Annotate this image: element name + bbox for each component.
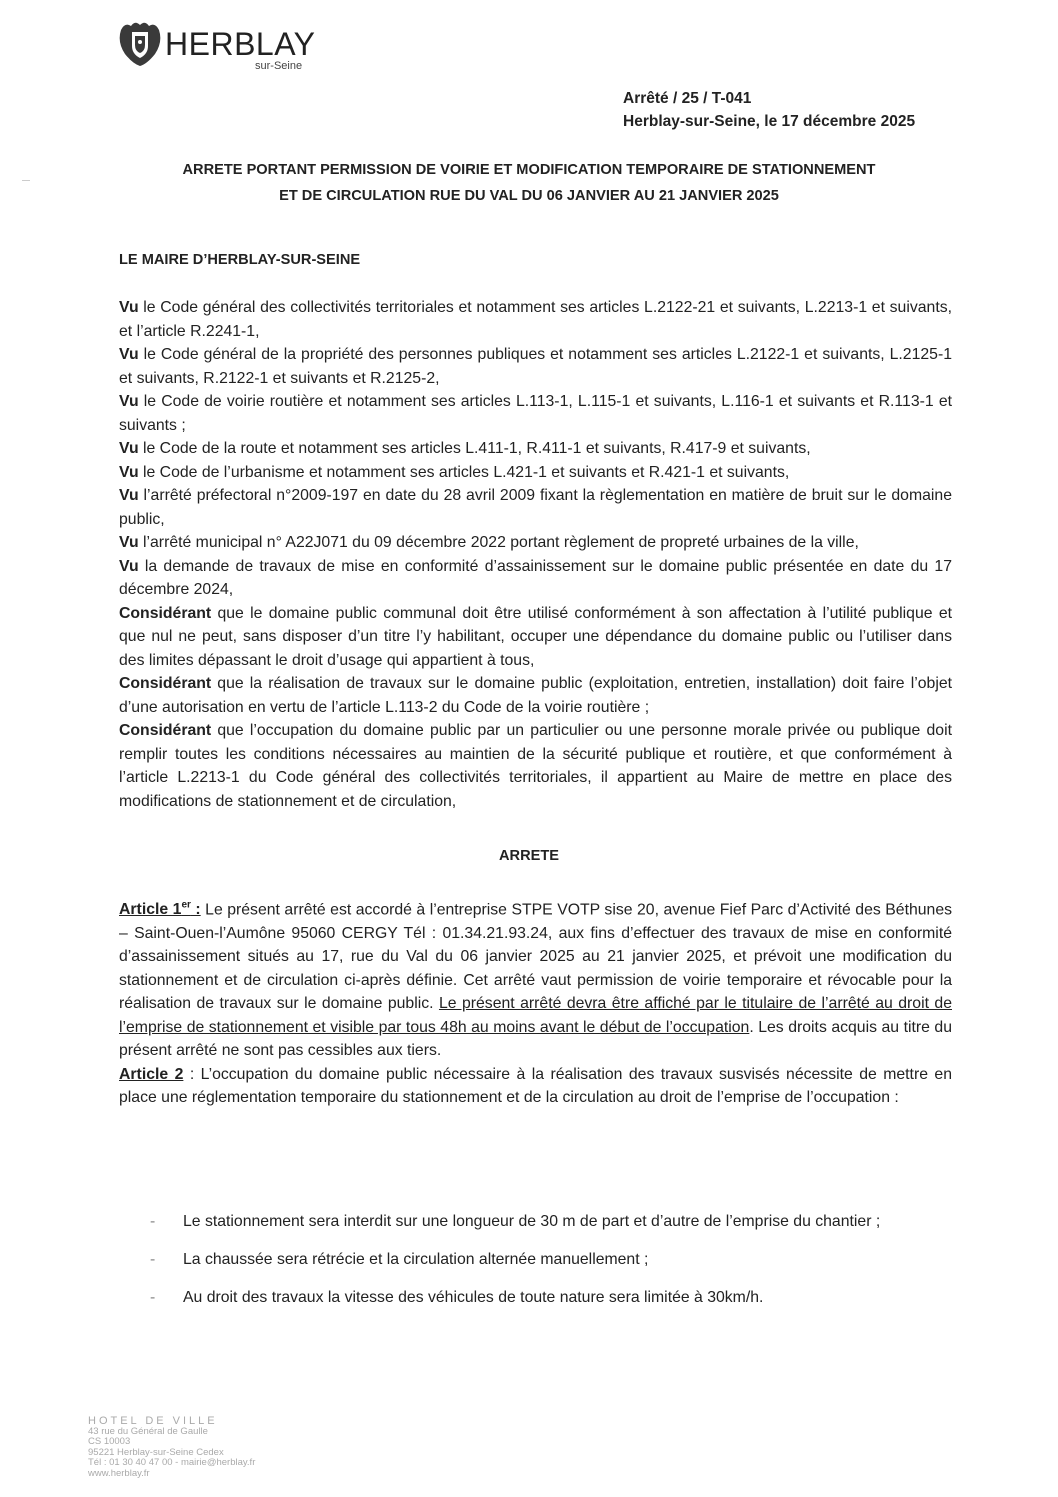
visa-paragraph — [119, 555, 952, 602]
visa-lead: Vu — [119, 440, 139, 457]
article-1-label: Article 1er : — [119, 900, 201, 919]
considerant-text: que la réalisation de travaux sur le domaine public (exploitation, entretien, installation) doit faire l’objet d’une autorisation en vertu de l’article L.113-2 du Code de la voirie routière ; — [119, 675, 952, 716]
maire-heading: LE MAIRE D’HERBLAY-SUR-SEINE — [119, 252, 361, 268]
article-2-text: : L’occupation du domaine public nécessaire à la réalisation des travaux susvisés nécessite de mettre en place une réglementation temporaire du stationnement et de la circulation au droit de l’emprise de l’occupation : — [119, 1065, 952, 1107]
visa-paragraph — [119, 461, 952, 485]
considerant-paragraph — [119, 672, 952, 719]
arrete-number: Arrêté / 25 / T-041 — [623, 90, 752, 107]
footer-street: 43 rue du Général de Gaulle — [88, 1425, 208, 1437]
scan-mark — [22, 180, 30, 181]
visa-text: le Code de voirie routière et notamment ses articles L.113-1, L.115-1 et suivants, L.116-1 et suivants et R.113-1 et suivants ; — [119, 393, 952, 434]
visa-text: le Code général de la propriété des personnes publiques et notamment ses articles L.2122-1 et suivants, L.2125-1 et suivants, R.2122-1 et suivants et R.2125-2, — [119, 346, 952, 387]
considerant-lead: Considérant — [119, 675, 212, 692]
visa-paragraph — [119, 296, 952, 343]
articles-section — [119, 894, 952, 1110]
document-title — [100, 157, 958, 209]
article-1 — [119, 894, 952, 1063]
bullet-marker: - — [150, 1251, 156, 1268]
city-logo — [115, 20, 355, 76]
considerant-paragraph — [119, 719, 952, 813]
list-item-text: Le stationnement sera interdit sur une longueur de 30 m de part et d’autre de l’emprise du chantier ; — [183, 1213, 881, 1230]
title-line-2: ET DE CIRCULATION RUE DU VAL DU 06 JANVIER AU 21 JANVIER 2025 — [279, 188, 779, 204]
list-item — [119, 1279, 952, 1317]
visa-lead: Vu — [119, 393, 139, 410]
visa-paragraph — [119, 437, 952, 461]
visa-lead: Vu — [119, 299, 139, 316]
footer-cs: CS 10003 — [88, 1436, 131, 1447]
list-item — [119, 1241, 952, 1279]
considerant-lead: Considérant — [119, 604, 212, 622]
visa-text: l’arrêté municipal n° A22J071 du 09 décembre 2022 portant règlement de propreté urbaines de la ville, — [138, 534, 859, 551]
footer-city: 95221 Herblay-sur-Seine Cedex — [88, 1446, 224, 1458]
article-1-text: Le présent arrêté est accordé à l’entreprise STPE VOTP sise 20, avenue Fief Parc d’Activité des Béthunes – Saint-Ouen-l’Aumône 95060 CERGY Tél : 01.34.21.93.24, aux fins d’effectuer des travaux de mise en conformité d’assainissement situés au 17, rue du Val du 06 janvier 2025 au 21 janvier 2025, et prévoit une modification du stationnement et de circulation ci-après définie. Cet arrêté vaut permission de voirie temporaire et révocable pour la réalisation de travaux sur le domaine public. — [119, 901, 952, 1013]
bullet-marker: - — [150, 1213, 156, 1230]
visa-lead: Vu — [119, 346, 139, 363]
reference-block — [623, 87, 915, 133]
visa-lead: Vu — [119, 557, 139, 575]
visa-text: l’arrêté préfectoral n°2009-197 en date du 28 avril 2009 fixant la règlementation en matière de bruit sur le domaine public, — [119, 487, 952, 528]
list-item — [119, 1203, 952, 1241]
footer-website: www.herblay.fr — [88, 1467, 150, 1479]
visa-paragraph — [119, 343, 952, 390]
place-date: Herblay-sur-Seine, le 17 décembre 2025 — [623, 113, 916, 130]
visas-section — [119, 296, 952, 813]
visa-text: le Code de l’urbanisme et notamment ses articles L.421-1 et suivants et R.421-1 et suivants, — [138, 463, 790, 481]
visa-text: le Code de la route et notamment ses articles L.411-1, R.411-1 et suivants, R.417-9 et suivants, — [138, 440, 811, 457]
coat-of-arms-icon — [115, 20, 165, 68]
article-2 — [119, 1063, 952, 1110]
visa-text: le Code général des collectivités territoriales et notamment ses articles L.2122-21 et suivants, L.2213-1 et suivants, et l’article R.2241-1, — [119, 299, 952, 340]
article-1-notice: Le présent arrêté devra être affiché par le titulaire de l’arrêté au droit de l’emprise de stationnement et visible par tous 48h au moins avant le début de l’occupation — [119, 995, 952, 1036]
considerant-text: que le domaine public communal doit être utilisé conformément à son affectation à l’utilité publique et que nul ne peut, sans disposer d’un titre l’y habilitant, occuper une dépendance du domaine public ou l’utiliser dans des limites dépassant le droit d’usage qui appartient à tous, — [119, 604, 952, 669]
visa-text: la demande de travaux de mise en conformité d’assainissement sur le domaine public présentée en date du 17 décembre 2024, — [119, 557, 952, 598]
footer-hotel-de-ville: HOTEL DE VILLE — [88, 1415, 218, 1427]
visa-lead: Vu — [119, 487, 139, 504]
considerant-lead: Considérant — [119, 722, 212, 739]
visa-lead: Vu — [119, 534, 139, 551]
bullet-marker: - — [150, 1289, 156, 1306]
visa-paragraph — [119, 390, 952, 437]
logo-name: HERBLAY — [165, 26, 316, 62]
visa-paragraph — [119, 531, 952, 555]
visa-paragraph — [119, 484, 952, 531]
logo-subtitle: sur-Seine — [255, 60, 303, 72]
measures-list — [119, 1203, 952, 1317]
footer-contact: Tél : 01 30 40 47 00 - mairie@herblay.fr — [88, 1457, 256, 1468]
article-1-text-end: . Les droits acquis au titre du présent arrêté ne sont pas cessibles aux tiers. — [119, 1018, 952, 1060]
footer-address — [88, 1416, 408, 1479]
considerant-paragraph — [119, 602, 952, 673]
visa-lead: Vu — [119, 463, 139, 481]
considerant-text: que l’occupation du domaine public par un particulier ou une personne morale privée ou publique doit remplir toutes les conditions nécessaires au maintien de la sécurité publique et routière, et que conformément à l’article L.2213-1 du Code général des collectivités territoriales, il appartient au Maire de mettre en place des modifications de stationnement et de circulation, — [119, 722, 952, 810]
list-item-text: La chaussée sera rétrécie et la circulation alternée manuellement ; — [183, 1251, 649, 1268]
article-2-label: Article 2 — [119, 1065, 184, 1083]
list-item-text: Au droit des travaux la vitesse des véhicules de toute nature sera limitée à 30km/h. — [183, 1289, 764, 1306]
arrete-heading: ARRETE — [499, 848, 559, 864]
title-line-1: ARRETE PORTANT PERMISSION DE VOIRIE ET MODIFICATION TEMPORAIRE DE STATIONNEMENT — [182, 162, 876, 178]
